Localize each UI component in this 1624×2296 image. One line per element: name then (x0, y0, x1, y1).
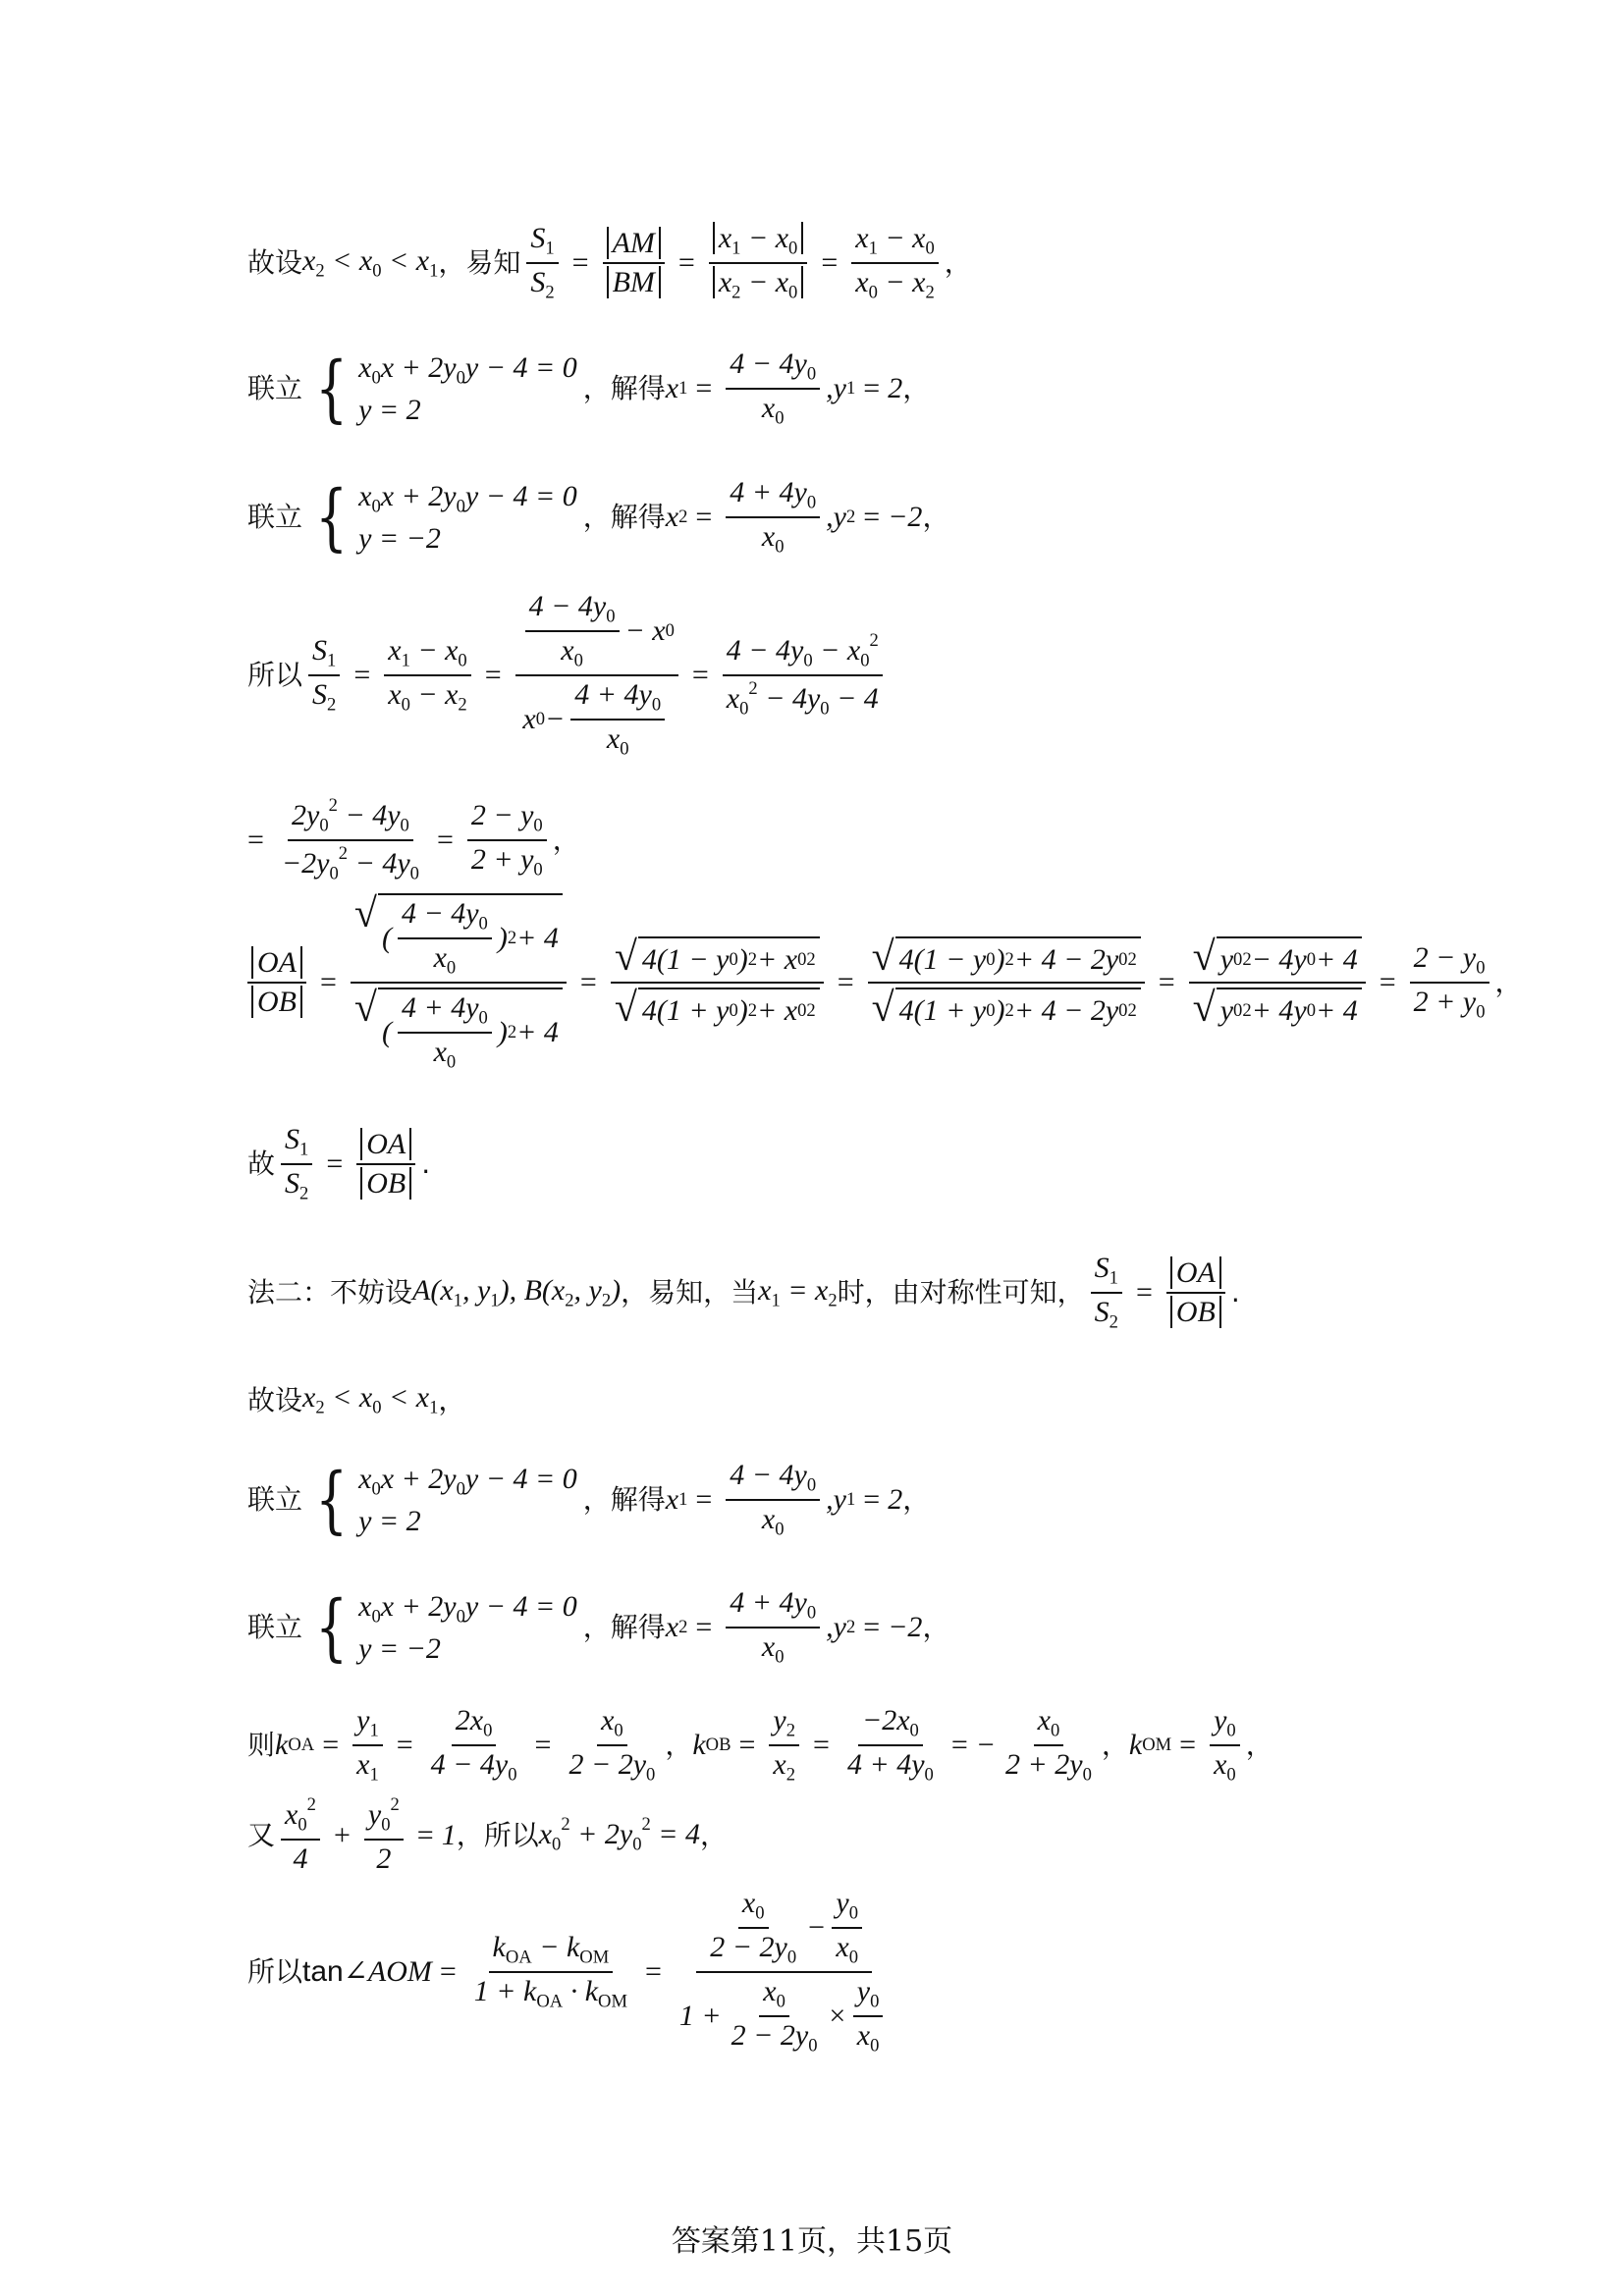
math: $\frac{x_0^2}{4}$ + $\frac{y_0^2}{2}$ = 1 (275, 1796, 457, 1874)
math: $\frac{S_1}{S_2}$ = $\frac{OA}{OB}$ (275, 1125, 421, 1203)
equation-line-5 (247, 797, 580, 883)
math: $A(x_1$, $y_1$), $B(x_2$, $y_2$) (412, 1273, 622, 1311)
equation-line-4 (247, 592, 889, 759)
text: ， (902, 372, 931, 405)
text: ， (552, 824, 580, 857)
text: ，解得 (582, 1483, 666, 1517)
text: 法二：不妨设 (247, 1276, 413, 1309)
text: ，所以 (456, 1818, 539, 1851)
text: ，解得 (582, 501, 666, 534)
text: ，易知 (438, 246, 521, 280)
math: k OA = $\frac{y_1}{x_1}$ = $\frac{2x_0}{4 - 4y_0}$ = $\frac{x_0}{2 - 2y_0}$ (275, 1704, 656, 1786)
text: 时，由对称性可知， (837, 1276, 1085, 1309)
text: 所以 (247, 1955, 303, 1989)
equation-system: { $x_0x + 2y_0y - 4 = 0$ y = −2 (315, 1585, 577, 1671)
equation-line-6 (247, 893, 1523, 1072)
equation-line-1 (247, 224, 972, 302)
text: . (1230, 1276, 1240, 1309)
text: ，解得 (582, 372, 666, 405)
text: ， (922, 1611, 950, 1644)
text: 联立 (247, 372, 303, 405)
math: $x_2 < x_0 < x_1$ (302, 1381, 439, 1418)
equation-line-3 (247, 475, 950, 561)
text: ， (1101, 1729, 1129, 1762)
text: 故设 (247, 246, 303, 280)
math: x 1 = $\frac{4 - 4y_0}{x_0}$ ,y 1 = 2 (665, 347, 903, 429)
math: $\frac{S_1}{S_2}$ = $\frac{x_1 - x_0}{x_0 - x_2}$ = $\frac{4 - 4y_0}{x_0}$ − x 0 x 0 − $\frac{4 + 4y_0}{x_0}$ = $\frac{4 - 4y_0 - x_0^2}{x_0^2 - 4y_0 - 4}$ (302, 592, 889, 759)
math: x 2 = $\frac{4 + 4y_0}{x_0}$ ,y 2 = −2 (665, 1586, 923, 1668)
equation-line-2 (247, 347, 931, 432)
math: $\frac{S_1}{S_2}$ = $\frac{OA}{OB}$ (1085, 1254, 1231, 1332)
equation-line-10 (247, 1458, 931, 1543)
text: 故 (247, 1148, 276, 1181)
text: 又 (247, 1818, 276, 1851)
equation-line-8 (247, 1254, 1240, 1332)
math: x 1 = $\frac{4 - 4y_0}{x_0}$ ,y 1 = 2 (665, 1459, 903, 1540)
text: ， (1245, 1729, 1273, 1762)
text: ， (700, 1818, 729, 1851)
math: $\frac{OA}{OB}$ = √ ( $\frac{4 - 4y_0}{x_0}$ ) 2 + 4 √ ( $\frac{4 + 4y_0}{x_0}$ ) 2 + 4 = √ 4(1 − y 0 ) 2 + x 0 2 √ 4(1 + y 0 ) 2 + x 0 2 = √ 4(1 − y 0 ) 2 + 4 − 2y 0 2 √ 4(1 + y 0 ) 2 + 4 − 2y 0 2 = √ y 0 2 − 4y 0 + 4 √ y 0 2 + 4y 0 + 4 = $\frac{2 - y_0}{2 + y_0}$ (247, 893, 1495, 1072)
equation-line-14 (247, 1889, 898, 2056)
math: $x_0^2 + 2y_0^2 = 4$ (538, 1814, 701, 1855)
text: 联立 (247, 501, 303, 534)
equation-system: { $x_0x + 2y_0y - 4 = 0$ y = −2 (315, 475, 577, 561)
math: k OM = $\frac{y_0}{x_0}$ (1129, 1706, 1246, 1785)
math: k OB = $\frac{y_2}{x_2}$ = $\frac{-2x_0}{4 + 4y_0}$ = − $\frac{x_0}{2 + 2y_0}$ (692, 1704, 1092, 1786)
equation-line-12 (247, 1706, 1273, 1785)
text: 联立 (247, 1483, 303, 1517)
equation-line-9 (247, 1383, 465, 1417)
text: ， (944, 246, 972, 280)
equation-line-13 (247, 1796, 728, 1874)
text: ，易知，当 (621, 1276, 759, 1309)
equation-line-11 (247, 1585, 950, 1671)
equation-system: { $x_0x + 2y_0y - 4 = 0$ y = 2 (315, 347, 577, 432)
text: ，解得 (582, 1611, 666, 1644)
page-footer: 答案第11页，共15页 (671, 2224, 953, 2259)
math: tan ∠AOM = $\frac{k_{OA} - k_{OM}}{1 + k_{OA} \cdot k_{OM}}$ = $\frac{x_0}{2 - 2y_0}$ − $\frac{y_0}{x_0}$ 1 + $\frac{x_0}{2 - 2y_0}$ × $\frac{y_0}{x_0}$ (302, 1889, 898, 2056)
math: $\frac{S_1}{S_2}$ = $\frac{AM}{BM}$ = $\frac{x_1 - x_0}{x_2 - x_0}$ = $\frac{x_1 - x_0}{x_0 - x_2}$ (520, 224, 944, 302)
text: 则 (247, 1729, 276, 1762)
text: 所以 (247, 659, 303, 692)
text: ， (665, 1729, 693, 1762)
text: . (421, 1148, 431, 1181)
equation-system: { $x_0x + 2y_0y - 4 = 0$ y = 2 (315, 1458, 577, 1543)
math: x 2 = $\frac{4 + 4y_0}{x_0}$ ,y 2 = −2 (665, 476, 923, 558)
math: $x_1 = x_2$ (758, 1273, 838, 1311)
equation-line-7 (247, 1125, 430, 1203)
text: ， (922, 501, 950, 534)
text: ， (438, 1383, 466, 1416)
math: $x_2 < x_0 < x_1$ (302, 243, 439, 282)
text: 联立 (247, 1611, 303, 1644)
text: ， (902, 1483, 931, 1517)
text: ， (1494, 966, 1523, 999)
text: 故设 (247, 1383, 303, 1416)
math: = $\frac{2y_0^2 - 4y_0}{-2y_0^2 - 4y_0}$ = $\frac{2 - y_0}{2 + y_0}$ (247, 797, 553, 883)
